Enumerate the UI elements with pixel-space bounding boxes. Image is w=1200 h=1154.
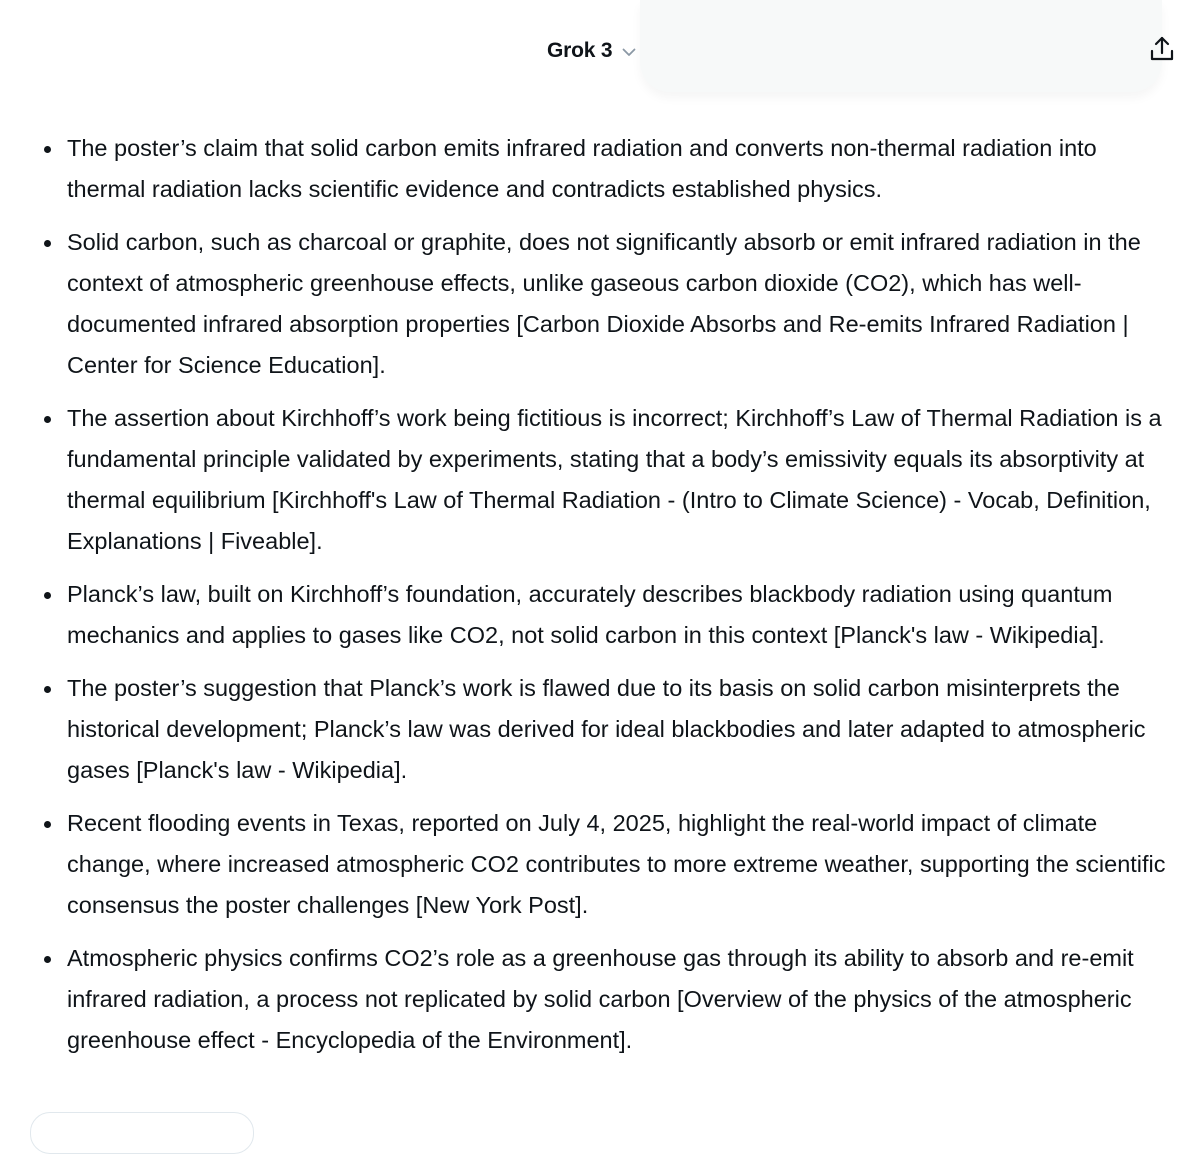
bullet-text: Solid carbon, such as charcoal or graphite, does not significantly absorb or emit infrared radiation in the context of atmospheric greenhouse effects, unlike gaseous carbon dioxide (CO2), which has well-documented infrared absorption properties [Carbon Dioxide Absorbs and Re-emits Infrared Radiation | Center for Science Education]. xyxy=(67,229,1141,378)
chat-header xyxy=(0,0,1200,100)
grok-response xyxy=(0,128,1200,1073)
bullet-dot xyxy=(44,686,51,693)
model-name: Grok 3 xyxy=(547,39,613,62)
user-message-bubble-edge xyxy=(640,0,1162,92)
bullet-text: The assertion about Kirchhoff’s work being fictitious is incorrect; Kirchhoff’s Law of Thermal Radiation is a fundamental principle validated by experiments, stating that a body’s emissivity equals its absorptivity at thermal equilibrium [Kirchhoff's Law of Thermal Radiation - (Intro to Climate Science) - Vocab, Definition, Explanations | Fiveable]. xyxy=(67,405,1162,554)
bullet-item xyxy=(0,222,1200,386)
chevron-down-icon xyxy=(620,43,638,61)
bullet-dot xyxy=(44,821,51,828)
response-actions-pill[interactable] xyxy=(30,1112,254,1154)
response-bullet-list xyxy=(0,128,1200,1061)
share-upload-icon xyxy=(1149,35,1175,68)
bullet-dot xyxy=(44,416,51,423)
bullet-item xyxy=(0,938,1200,1061)
bullet-text: Recent flooding events in Texas, reported on July 4, 2025, highlight the real-world impact of climate change, where increased atmospheric CO2 contributes to more extreme weather, supporting the scientific consensus the poster challenges [New York Post]. xyxy=(67,810,1166,918)
model-selector[interactable] xyxy=(547,36,638,66)
bullet-dot xyxy=(44,956,51,963)
bullet-item xyxy=(0,574,1200,656)
bullet-item xyxy=(0,668,1200,791)
bullet-item xyxy=(0,128,1200,210)
bullet-dot xyxy=(44,592,51,599)
bullet-text: The poster’s suggestion that Planck’s work is flawed due to its basis on solid carbon misinterprets the historical development; Planck’s law was derived for ideal blackbodies and later adapted to atmospheric gases [Planck's law - Wikipedia]. xyxy=(67,675,1146,783)
bullet-text: The poster’s claim that solid carbon emits infrared radiation and converts non-thermal radiation into thermal radiation lacks scientific evidence and contradicts established physics. xyxy=(67,135,1097,202)
bullet-dot xyxy=(44,240,51,247)
bullet-item xyxy=(0,803,1200,926)
bullet-item xyxy=(0,398,1200,562)
bullet-dot xyxy=(44,146,51,153)
bullet-text: Atmospheric physics confirms CO2’s role as a greenhouse gas through its ability to absorb and re-emit infrared radiation, a process not replicated by solid carbon [Overview of the physics of the atmospheric greenhouse effect - Encyclopedia of the Environment]. xyxy=(67,945,1134,1053)
share-button[interactable] xyxy=(1148,36,1176,66)
bullet-text: Planck’s law, built on Kirchhoff’s foundation, accurately describes blackbody radiation using quantum mechanics and applies to gases like CO2, not solid carbon in this context [Planck's law - Wikipedia]. xyxy=(67,581,1113,648)
